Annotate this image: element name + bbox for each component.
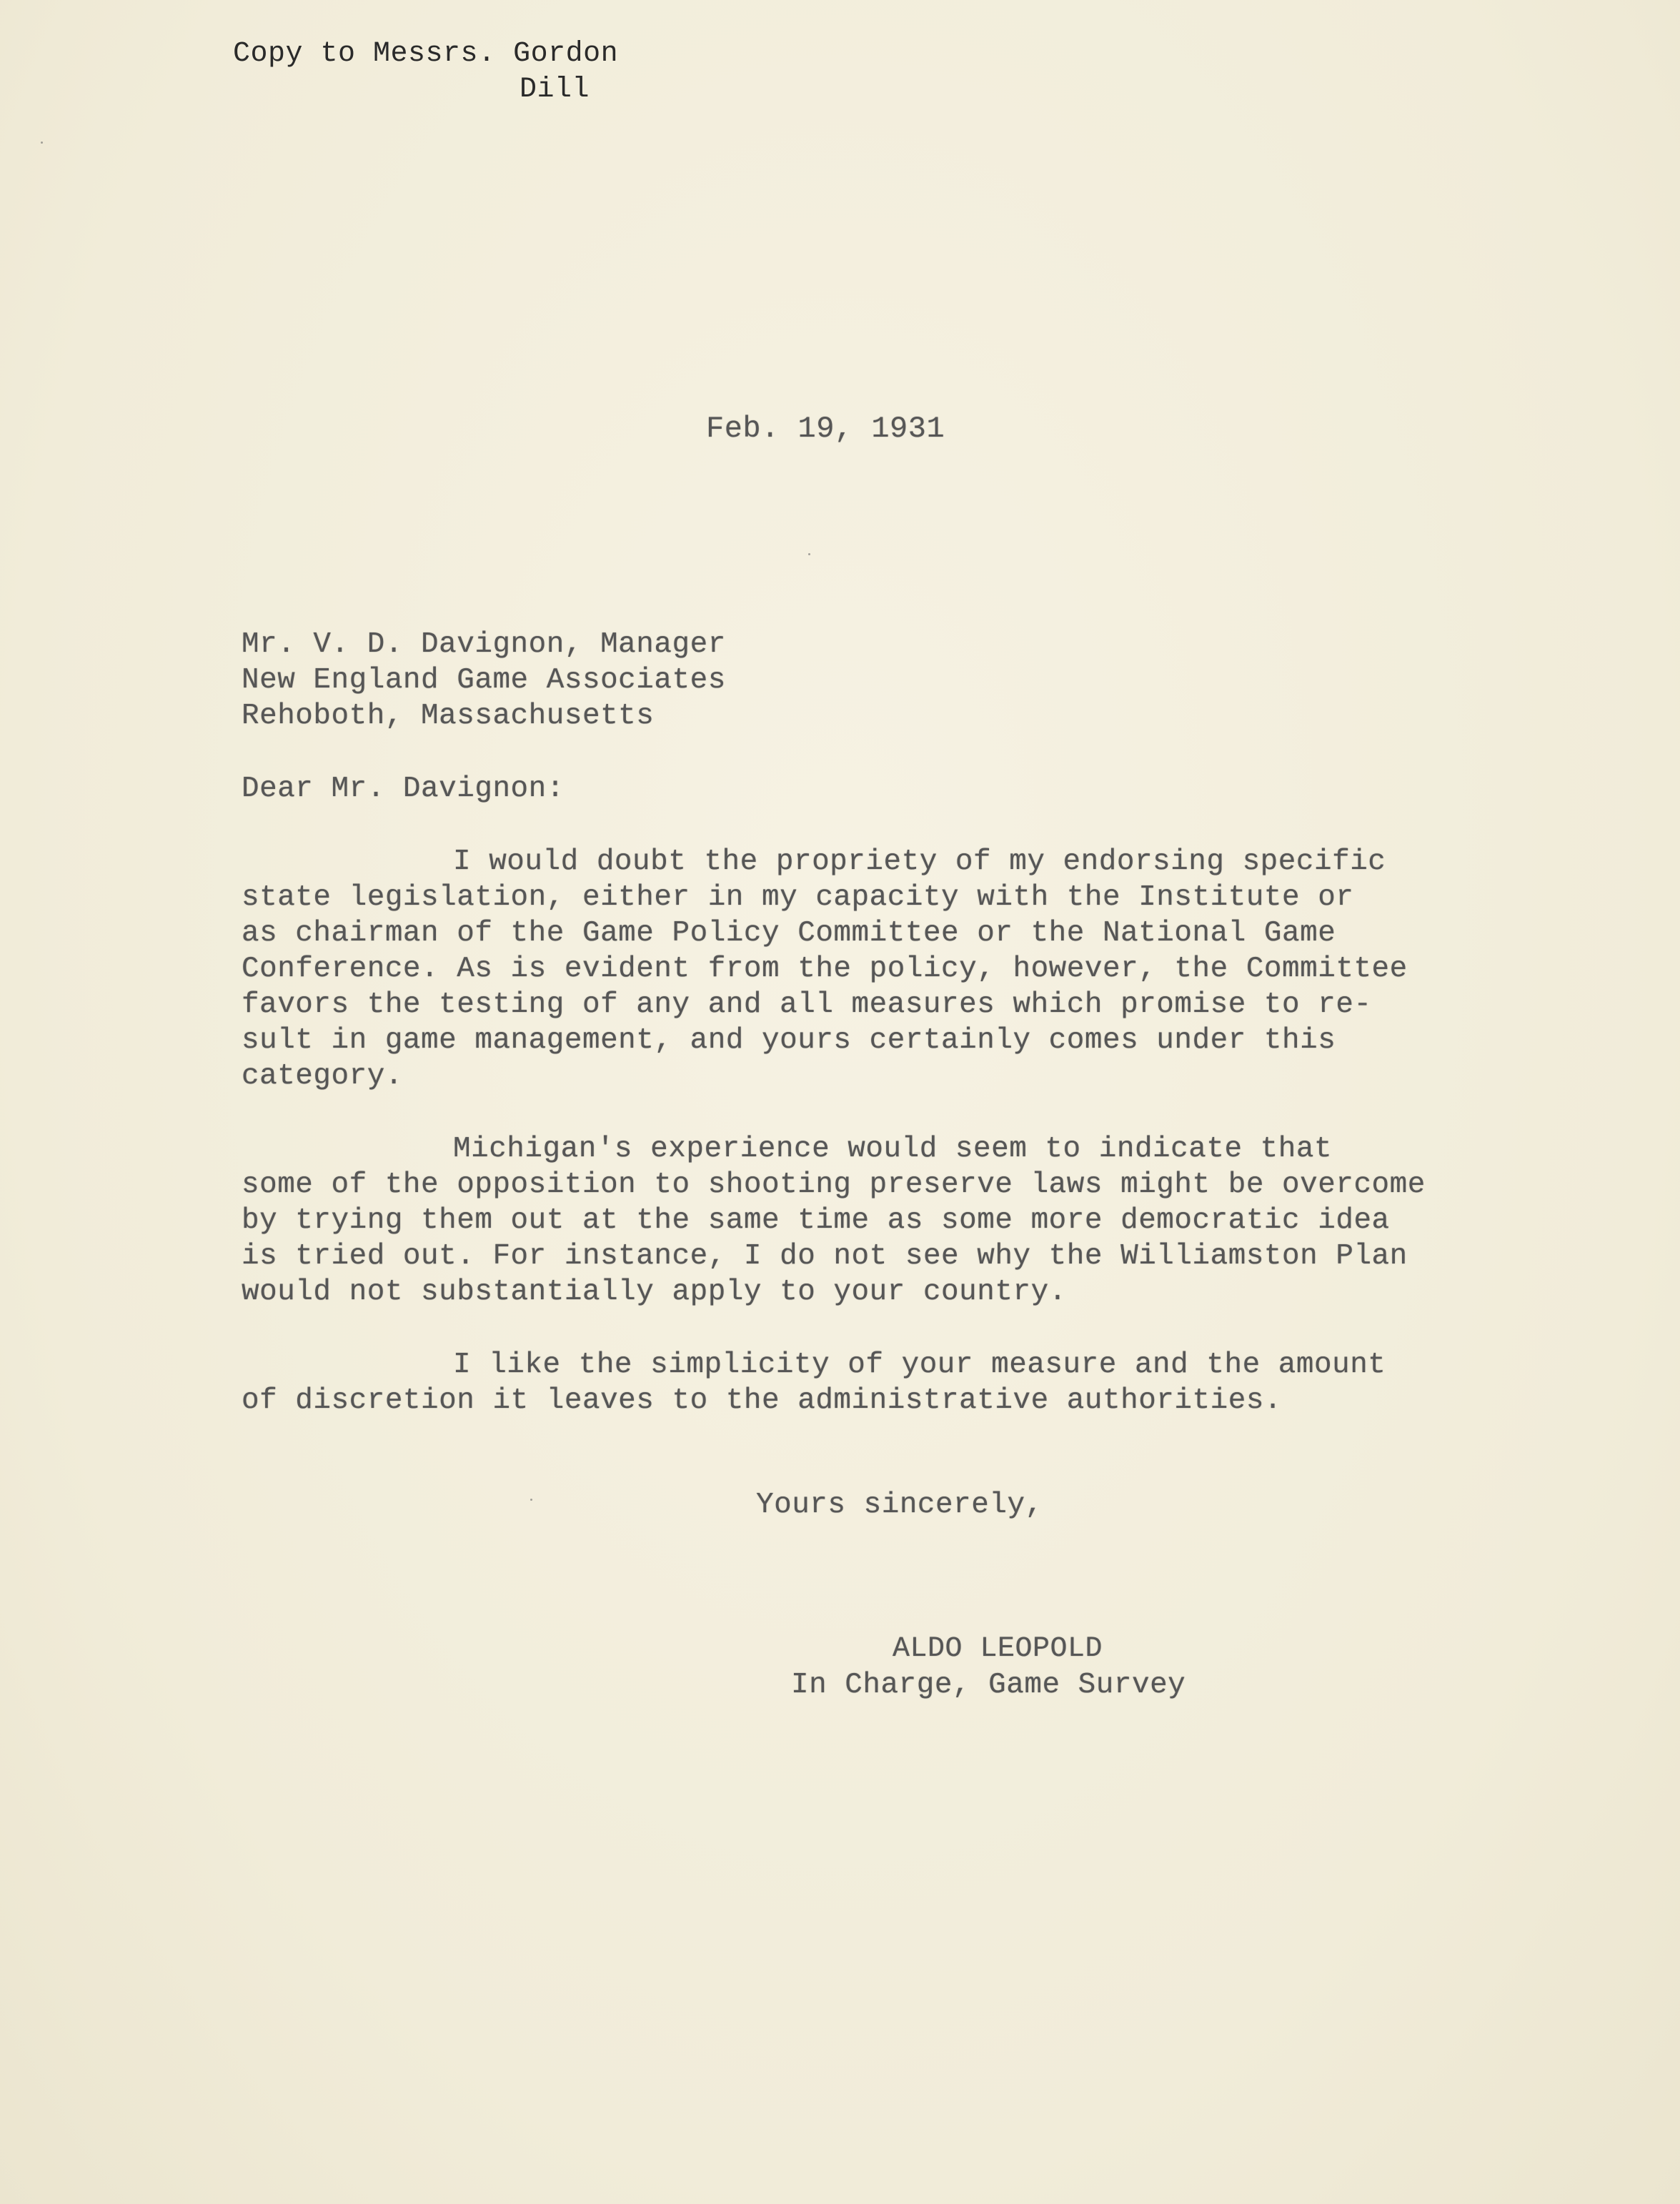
paragraph-1-line-1: I would doubt the propriety of my endorsing specific — [453, 845, 1386, 878]
recipient-line-3: Rehoboth, Massachusetts — [242, 700, 655, 733]
paragraph-1-line-5: favors the testing of any and all measures which promise to re- — [242, 988, 1372, 1021]
paragraph-2-line-3: by trying them out at the same time as some more democratic idea — [242, 1204, 1390, 1237]
signature-name: ALDO LEOPOLD — [893, 1633, 1103, 1665]
recipient-line-1: Mr. V. D. Davignon, Manager — [242, 628, 726, 661]
paragraph-1-line-3: as chairman of the Game Policy Committee or the National Game — [242, 917, 1336, 950]
paragraph-2-line-2: some of the opposition to shooting preserve laws might be overcome — [242, 1168, 1426, 1201]
paragraph-2-line-5: would not substantially apply to your country. — [242, 1276, 1067, 1309]
salutation: Dear Mr. Davignon: — [242, 773, 565, 805]
paragraph-3-line-1: I like the simplicity of your measure and the amount — [453, 1349, 1386, 1381]
recipient-line-2: New England Game Associates — [242, 664, 726, 697]
letter-date: Feb. 19, 1931 — [706, 412, 945, 446]
paragraph-2-line-1: Michigan's experience would seem to indicate that — [453, 1133, 1333, 1166]
paragraph-1-line-7: category. — [242, 1060, 403, 1093]
signature-title: In Charge, Game Survey — [791, 1669, 1186, 1702]
paragraph-1-line-4: Conference. As is evident from the policy, however, the Committee — [242, 953, 1408, 986]
paper-speck — [808, 553, 810, 555]
paragraph-3-line-2: of discretion it leaves to the administrative authorities. — [242, 1384, 1283, 1417]
paper-speck — [41, 142, 43, 144]
paper-speck — [530, 1499, 532, 1501]
copy-note-line-2: Dill — [520, 74, 590, 106]
closing: Yours sincerely, — [756, 1489, 1043, 1522]
paragraph-1-line-2: state legislation, either in my capacity with the Institute or — [242, 881, 1354, 914]
paragraph-1-line-6: sult in game management, and yours certainly comes under this — [242, 1024, 1336, 1057]
paragraph-2-line-4: is tried out. For instance, I do not see why the Williamston Plan — [242, 1240, 1408, 1273]
copy-note-line-1: Copy to Messrs. Gordon — [233, 38, 619, 70]
